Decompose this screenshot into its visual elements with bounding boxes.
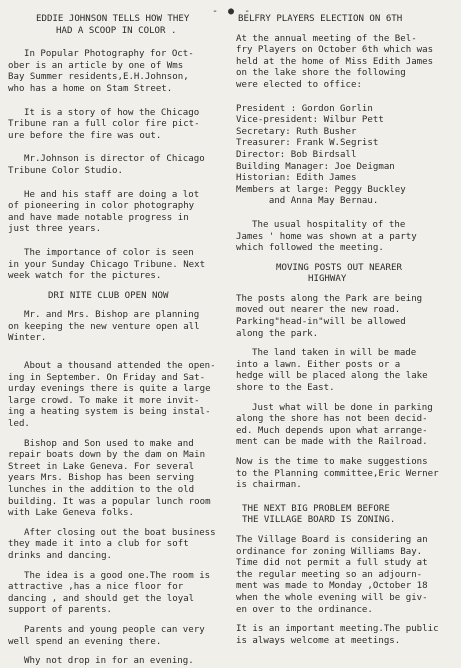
paragraph-line: ing a heating system is being instal- bbox=[8, 407, 211, 418]
paragraph-line: The usual hospitality of the bbox=[252, 219, 406, 230]
paragraph-line: The Village Board is considering an bbox=[236, 534, 428, 545]
paragraph-line: large crowd. To make it more invit- bbox=[8, 395, 200, 406]
paragraph-line: attractive ,has a nice floor for bbox=[8, 582, 184, 593]
paragraph-line: the regular meeting so an adjourn- bbox=[236, 569, 423, 580]
paragraph-line: Why not drop in for an evening. bbox=[24, 656, 194, 667]
paragraph-line: Bay Summer residents,E.H.Johnson, bbox=[8, 72, 189, 83]
paragraph-line: Bishop and Son used to make and bbox=[24, 438, 194, 449]
paragraph-line: shore to the East. bbox=[236, 383, 335, 394]
paragraph-line: week watch for the pictures. bbox=[8, 271, 162, 282]
paragraph-line: ed. Much depends upon what arrange- bbox=[236, 425, 428, 436]
paragraph-line: were elected to office: bbox=[236, 79, 362, 90]
officer-line: Members at large: Peggy Buckley bbox=[236, 184, 406, 195]
paragraph-line: along the park. bbox=[236, 328, 319, 339]
paragraph-line: who has a home on Stam Street. bbox=[8, 83, 173, 94]
paragraph-line: support of parents. bbox=[8, 605, 113, 616]
headline-johnson-line-2: HAD A SCOOP IN COLOR . bbox=[56, 25, 177, 36]
right-column bbox=[236, 14, 458, 647]
headline-moving-posts-line-1: MOVING POSTS OUT NEARER bbox=[276, 262, 402, 273]
paragraph-line: At the annual meeting of the Bel- bbox=[236, 33, 417, 44]
paragraph-line: ing in September. On Friday and Sat- bbox=[8, 372, 206, 383]
paragraph-line: along the shore has not been decid- bbox=[236, 414, 428, 425]
headline-zoning-line-2: THE VILLAGE BOARD IS ZONING. bbox=[242, 515, 396, 526]
paragraph-line: It is an important meeting.The public bbox=[236, 624, 439, 635]
paragraph-line: The idea is a good one.The room is bbox=[24, 570, 211, 581]
page-mark: - ● - bbox=[212, 6, 253, 17]
paragraph-line: well spend an evening there. bbox=[8, 636, 162, 647]
headline-zoning-line-1: THE NEXT BIG PROBLEM BEFORE bbox=[242, 503, 390, 514]
officer-line: Historian: Edith James bbox=[236, 173, 357, 184]
paragraph-line: The land taken in will be made bbox=[252, 348, 417, 359]
paragraph-line: Winter. bbox=[8, 333, 47, 344]
headline-dri-nite-club: DRI NITE CLUB OPEN NOW bbox=[48, 290, 169, 301]
paragraph-line: drinks and dancing. bbox=[8, 550, 113, 561]
paragraph-line: lunches in the addition to the old bbox=[8, 485, 195, 495]
paragraph-line: of pioneering in color photography bbox=[8, 201, 195, 212]
paragraph-line: Time did not permit a full study at bbox=[236, 558, 428, 569]
paragraph-line: which followed the meeting. bbox=[236, 243, 384, 254]
paragraph-line: ordinance for zoning Williams Bay. bbox=[236, 546, 423, 557]
paragraph-line: en over to the ordinance. bbox=[236, 604, 373, 615]
paragraph-line: in your Sunday Chicago Tribune. Next bbox=[8, 259, 206, 270]
paragraph-line: It is a story of how the Chicago bbox=[24, 107, 200, 118]
paragraph-line: held at the home of Miss Edith James bbox=[236, 56, 434, 67]
paragraph-line: and have made notable progress in bbox=[8, 212, 189, 223]
paragraph-line: Parents and young people can very bbox=[24, 624, 205, 635]
officer-line: Vice-president: Wilbur Pett bbox=[236, 115, 384, 126]
paragraph-line: After closing out the boat business bbox=[24, 527, 216, 538]
paragraph-line: He and his staff are doing a lot bbox=[24, 189, 200, 200]
paragraph-line: is chairman. bbox=[236, 480, 302, 491]
paragraph-line: Now is the time to make suggestions bbox=[236, 457, 428, 467]
paragraph-line: repair boats down by the dam on Main bbox=[8, 450, 206, 461]
paragraph-line: Just what will be done in parking bbox=[252, 402, 433, 413]
headline-belfry-players: BELFRY PLAYERS ELECTION ON 6TH bbox=[238, 14, 403, 24]
paragraph-line: when the whole evening will be giv- bbox=[236, 592, 428, 603]
paragraph-line: they made it into a club for soft bbox=[8, 539, 189, 550]
paragraph-line: Street in Lake Geneva. For several bbox=[8, 461, 195, 472]
paragraph-line: ment can be made with the Railroad. bbox=[236, 437, 428, 448]
officer-line: Building Manager: Joe Deigman bbox=[236, 161, 395, 172]
headline-moving-posts-line-2: HIGHWAY bbox=[308, 274, 347, 285]
paragraph-line: building. It was a popular lunch room bbox=[8, 496, 211, 507]
paragraph-line: urday evenings there is quite a large bbox=[8, 384, 211, 395]
officer-line: and Anna May Bernau. bbox=[236, 196, 379, 207]
officer-line: President : Gordon Gorlin bbox=[236, 103, 373, 114]
paragraph-line: moved out nearer the new road. bbox=[236, 305, 401, 316]
paragraph-line: In Popular Photography for Oct- bbox=[24, 49, 194, 60]
paragraph-line: into a lawn. Either posts or a bbox=[236, 359, 401, 370]
officer-line: Secretary: Ruth Busher bbox=[236, 126, 357, 137]
paragraph-line: fry Players on October 6th which was bbox=[236, 45, 434, 56]
paragraph-line: Mr.Johnson is director of Chicago bbox=[24, 154, 205, 165]
paragraph-line: hedge will be placed along the lake bbox=[236, 371, 428, 382]
paragraph-line: Tribune Color Studio. bbox=[8, 165, 123, 176]
paragraph-line: years Mrs. Bishop has been serving bbox=[8, 473, 195, 484]
paragraph-line: The posts along the Park are being bbox=[236, 293, 423, 304]
paragraph-line: led. bbox=[8, 419, 30, 430]
paragraph-line: The importance of color is seen bbox=[24, 247, 194, 258]
paragraph-line: Tribune ran a full color fire pict- bbox=[8, 119, 200, 130]
paragraph-line: ment was made to Monday ,October 18 bbox=[236, 581, 428, 592]
paragraph-line: on the lake shore the following bbox=[236, 68, 406, 79]
paragraph-line: on keeping the new venture open all bbox=[8, 321, 200, 332]
paragraph-line: About a thousand attended the open- bbox=[24, 361, 216, 372]
paragraph-line: to the Planning committee,Eric Werner bbox=[236, 468, 439, 479]
paragraph-line: ure before the fire was out. bbox=[8, 130, 162, 141]
paragraph-line: Parking"head-in"will be allowed bbox=[236, 317, 406, 328]
officer-line: Director: Bob Birdsall bbox=[236, 149, 357, 160]
left-column bbox=[8, 14, 230, 668]
paragraph-line: dancing , and should get the loyal bbox=[8, 593, 195, 604]
headline-johnson-line-1: EDDIE JOHNSON TELLS HOW THEY bbox=[36, 14, 190, 24]
paragraph-line: is always welcome at meetings. bbox=[236, 635, 401, 646]
paragraph-line: with Lake Geneva folks. bbox=[8, 508, 134, 519]
paragraph-line: James ' home was shown at a party bbox=[236, 231, 417, 242]
paragraph-line: ober is an article by one of Wms bbox=[8, 60, 184, 71]
paragraph-line: just three years. bbox=[8, 224, 102, 235]
paragraph-line: Mr. and Mrs. Bishop are planning bbox=[24, 310, 200, 321]
officer-line: Treasurer: Frank W.Segrist bbox=[236, 138, 379, 149]
